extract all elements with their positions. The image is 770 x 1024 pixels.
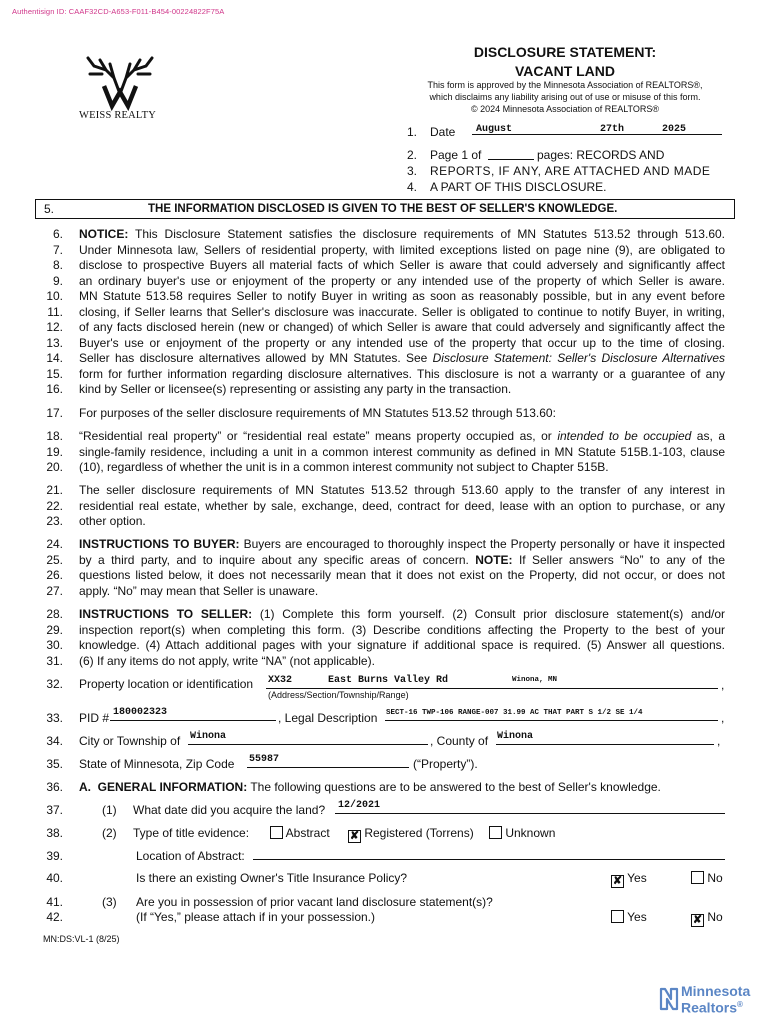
- body-line: [79, 406, 725, 420]
- line-number: 5.: [44, 202, 55, 216]
- line-number: 41.: [46, 895, 63, 909]
- form-title-line1: DISCLOSURE STATEMENT:: [473, 44, 657, 60]
- body-line: [79, 514, 725, 528]
- unknown-option[interactable]: [489, 826, 555, 842]
- date-month-value: August: [476, 124, 513, 135]
- line-number: 9.: [52, 274, 63, 288]
- body-text-span: an ordinary buyer's use or enjoyment of the property or any intended use of the property of which Seller is aware.: [79, 274, 725, 288]
- body-text-span: For purposes of the seller disclosure requirements of MN Statutes 513.52 through 513.60:: [79, 406, 556, 420]
- prior-disclosure-yes-checkbox[interactable]: [611, 910, 624, 923]
- city-label: City or Township of: [79, 734, 181, 748]
- section-a-text: The following questions are to be answered to the best of Seller's knowledge.: [247, 780, 661, 794]
- body-note: NOTE:: [475, 553, 513, 567]
- date-year-value: 2025: [662, 124, 687, 135]
- body-text-span: (6) If any items do not apply, write “NA” (not applicable).: [79, 654, 375, 668]
- unknown-option-label: Unknown: [505, 826, 556, 840]
- comma: ,: [721, 678, 725, 692]
- prior-disclosure-yes[interactable]: [611, 910, 647, 926]
- body-line: [79, 258, 725, 272]
- body-text-span: The seller disclosure requirements of MN Statutes 513.52 through 513.60 apply to the transfer of any interest in: [79, 483, 725, 497]
- body-line: [79, 553, 725, 567]
- property-term: (“Property”).: [413, 757, 478, 771]
- body-text-span: inspection report(s) when completing this form. (3) Describe conditions affecting the Property to the best of your: [79, 623, 725, 637]
- body-text-span: kind by Seller or licensee(s) representing or assisting any party in the transaction.: [79, 382, 512, 396]
- line-number: 30.: [46, 638, 63, 652]
- form-title-line2: VACANT LAND: [514, 63, 616, 79]
- line-number: 10.: [46, 289, 63, 303]
- body-line: [79, 289, 725, 303]
- line-number: 42.: [46, 910, 63, 924]
- no-label: No: [707, 871, 723, 885]
- envelope-id: Authentisign ID: CAAF32CD-A653-F011-B454-00224822F75A: [12, 7, 225, 16]
- property-location-field[interactable]: [266, 688, 718, 689]
- total-pages-field[interactable]: [488, 159, 534, 160]
- line-number: 16.: [46, 382, 63, 396]
- line-number: 7.: [52, 243, 63, 257]
- body-text-span: (10), regardless of whether the unit is in a common interest community not subject to Chapter 515B.: [79, 460, 609, 474]
- prior-disclosure-label: Are you in possession of prior vacant land disclosure statement(s)?: [136, 895, 493, 909]
- date-day-value: 27th: [600, 124, 625, 135]
- abstract-checkbox[interactable]: [270, 826, 283, 839]
- body-line: [79, 274, 725, 288]
- body-line: [79, 351, 725, 365]
- abstract-option[interactable]: [270, 826, 330, 842]
- disclosure-part-text: A PART OF THIS DISCLOSURE.: [430, 180, 607, 194]
- line-number: 34.: [46, 734, 63, 748]
- body-text-span: “Residential real property” or “residential real estate” means property occupied as, or: [79, 429, 558, 443]
- body-line: [79, 320, 725, 334]
- line-number: 4.: [407, 180, 418, 194]
- body-line: [79, 367, 725, 381]
- brand-line2: Realtors: [681, 999, 738, 1016]
- copyright-note: © 2024 Minnesota Association of REALTORS®: [470, 104, 660, 114]
- legal-description-value: SECT-16 TWP-106 RANGE-007 31.99 AC THAT PART S 1/2 SE 1/4: [386, 709, 643, 717]
- body-lead: INSTRUCTIONS TO SELLER:: [79, 607, 253, 621]
- line-number: 32.: [46, 677, 63, 691]
- body-line: [79, 638, 725, 652]
- body-text-span: other option.: [79, 514, 146, 528]
- body-text-span: (1) Complete this form yourself. (2) Consult prior disclosure statement(s) and/or: [252, 607, 725, 621]
- question-index: (3): [102, 895, 117, 909]
- body-line: [79, 382, 725, 396]
- body-line: [79, 243, 725, 257]
- line-number: 3.: [407, 164, 418, 178]
- question-index: (2): [102, 826, 117, 840]
- body-line: [79, 499, 725, 513]
- body-text-span: single-family residence, including a unit in a common interest community as defined in MN Statute 515B.1-103, clause: [79, 445, 725, 459]
- line-number: 28.: [46, 607, 63, 621]
- torrens-checkbox[interactable]: ✘: [349, 830, 360, 842]
- line-number: 35.: [46, 757, 63, 771]
- form-code: MN:DS:VL-1 (8/25): [43, 934, 120, 944]
- line-number: 19.: [46, 445, 63, 459]
- line-number: 24.: [46, 537, 63, 551]
- company-logo-text: WEISS REALTY: [79, 110, 156, 121]
- body-line: [79, 654, 725, 668]
- line-number: 8.: [52, 258, 63, 272]
- pid-value: 180002323: [113, 707, 168, 718]
- body-line: [79, 568, 725, 582]
- body-text-span: closing, if Seller learns that Seller's disclosure was inaccurate. Seller is obligated to continue to notify Buyer, in writing,: [79, 305, 725, 319]
- body-lead: NOTICE:: [79, 227, 129, 241]
- body-text-span: residential real estate, whether by sale, exchange, deed, contract for deed, lease with an option to purchase, or any: [79, 499, 725, 513]
- zip-field[interactable]: [247, 767, 409, 768]
- comma: ,: [721, 711, 725, 725]
- no-label: No: [707, 910, 723, 924]
- line-number: 29.: [46, 623, 63, 637]
- line-number: 40.: [46, 871, 63, 885]
- yes-label: Yes: [627, 871, 647, 885]
- body-line: [79, 483, 725, 497]
- property-location-value: XX32 East Burns Valley Rd: [268, 675, 449, 686]
- line-number: 26.: [46, 568, 63, 582]
- property-city-value: Winona, MN: [512, 676, 558, 684]
- body-text-span: by a third party, and to inquire about any specific areas of concern.: [79, 553, 476, 567]
- line-number: 37.: [46, 803, 63, 817]
- property-location-label: Property location or identification: [79, 677, 254, 691]
- body-italic: Disclosure Statement: Seller's Disclosure Alternatives: [432, 351, 725, 365]
- unknown-checkbox[interactable]: [489, 826, 502, 839]
- pid-field[interactable]: [110, 720, 276, 721]
- pages-records-text: pages: RECORDS AND: [537, 148, 665, 162]
- question-index: (1): [102, 803, 117, 817]
- prior-disclosure-no-checkbox[interactable]: ✘: [692, 914, 703, 926]
- body-line: [79, 429, 725, 443]
- minnesota-realtors-logo: [681, 984, 750, 1015]
- line-number: 23.: [46, 514, 63, 528]
- legal-description-label: , Legal Description: [278, 711, 378, 725]
- body-line: [79, 227, 725, 241]
- abstract-location-field[interactable]: [253, 859, 725, 860]
- line-number: 31.: [46, 654, 63, 668]
- body-line: [79, 537, 725, 551]
- body-line: [79, 336, 725, 350]
- state-zip-label: State of Minnesota, Zip Code: [79, 757, 235, 771]
- page-label: Page 1 of: [430, 148, 482, 162]
- body-text-span: MN Statute 513.58 requires Seller to notify Buyer in writing as soon as reasonably possible, but in any event before: [79, 289, 725, 303]
- line-number: 17.: [46, 406, 63, 420]
- body-text-span: form for further information regarding disclosure alternatives. This disclosure is not a warranty or a guarantee of any: [79, 367, 725, 381]
- body-lead: INSTRUCTIONS TO BUYER:: [79, 537, 240, 551]
- line-number: 14.: [46, 351, 63, 365]
- body-text-span: Buyers are encouraged to thoroughly inspect the Property personally or have it inspected: [239, 537, 725, 551]
- body-text-span: knowledge. (4) Attach additional pages with your signature if additional space is required. (5) Answer all questions.: [79, 638, 725, 652]
- knowledge-banner-text: THE INFORMATION DISCLOSED IS GIVEN TO THE BEST OF SELLER'S KNOWLEDGE.: [148, 203, 618, 215]
- torrens-option-label: Registered (Torrens): [364, 826, 474, 840]
- line-number: 13.: [46, 336, 63, 350]
- line-number: 27.: [46, 584, 63, 598]
- body-text-span: of any facts disclosed herein (new or changed) of which Seller is aware that could adversely and significantly affect the: [79, 320, 725, 334]
- body-text-span: Seller has disclosure alternatives allowed by MN Statutes. See: [79, 351, 433, 365]
- legal-description-field[interactable]: [385, 720, 718, 721]
- line-number: 20.: [46, 460, 63, 474]
- prior-disclosure-no[interactable]: [691, 910, 723, 927]
- line-number: 12.: [46, 320, 63, 334]
- line-number: 22.: [46, 499, 63, 513]
- title-insurance-yes[interactable]: [611, 871, 647, 888]
- body-line: [79, 305, 725, 319]
- reports-text: REPORTS, IF ANY, ARE ATTACHED AND MADE: [430, 164, 711, 178]
- acquire-date-field[interactable]: [335, 813, 725, 814]
- line-number: 18.: [46, 429, 63, 443]
- line-number: 39.: [46, 849, 63, 863]
- line-number: 15.: [46, 367, 63, 381]
- body-text-span: This Disclosure Statement satisfies the disclosure requirements of MN Statutes 513.52 through 513.60.: [128, 227, 725, 241]
- body-line: [79, 623, 725, 637]
- date-label: Date: [430, 125, 456, 139]
- zip-value: 55987: [249, 754, 280, 765]
- line-number: 33.: [46, 711, 63, 725]
- abstract-location-label: Location of Abstract:: [136, 849, 245, 863]
- body-tail: as, a: [691, 429, 725, 443]
- comma: ,: [717, 734, 721, 748]
- body-text-span: apply. “No” may mean that Seller is unaware.: [79, 584, 319, 598]
- prior-disclosure-hint: (If “Yes,” please attach if in your possession.): [136, 910, 376, 924]
- county-field[interactable]: [496, 744, 714, 745]
- body-line: [79, 607, 725, 621]
- body-line: [79, 460, 725, 474]
- approval-note-1: This form is approved by the Minnesota Association of REALTORS®,: [427, 80, 703, 90]
- title-insurance-no[interactable]: [691, 871, 723, 887]
- approval-note-2: which disclaims any liability arising out of use or misuse of this form.: [429, 92, 701, 102]
- line-number: 36.: [46, 780, 63, 794]
- body-italic: intended to be occupied: [557, 429, 692, 443]
- title-evidence-label: Type of title evidence:: [133, 826, 250, 840]
- section-a-heading: [79, 780, 661, 796]
- line-number: 21.: [46, 483, 63, 497]
- county-value: Winona: [497, 731, 534, 742]
- body-text-span: Under Minnesota law, Sellers of residential property, with limited exceptions listed on page nine (9), are obligated to: [79, 243, 725, 257]
- line-number: 25.: [46, 553, 63, 567]
- brand-line1: Minnesota: [681, 983, 751, 999]
- address-hint: (Address/Section/Township/Range): [268, 690, 409, 700]
- city-field[interactable]: [188, 744, 428, 745]
- acquire-date-value: 12/2021: [338, 800, 381, 811]
- line-number: 6.: [52, 227, 63, 241]
- title-insurance-yes-checkbox[interactable]: ✘: [612, 875, 623, 887]
- acquire-date-label: What date did you acquire the land?: [133, 803, 326, 817]
- body-text-span: disclose to prospective Buyers all material facts of which Seller is aware that could adversely and significantly affect: [79, 258, 725, 272]
- minnesota-realtors-icon: [659, 985, 679, 1011]
- line-number: 2.: [407, 148, 418, 162]
- body-text-span: questions listed below, it does not necessarily mean that it does not exist on the Property, did not occur, or does not: [79, 568, 725, 582]
- abstract-option-label: Abstract: [285, 826, 330, 840]
- body-line: [79, 445, 725, 459]
- pid-label: PID #: [79, 711, 110, 725]
- registered-mark: ®: [737, 1000, 743, 1009]
- body-text-span: Buyer's use or enjoyment of the property or any intended use of the property that occur up to the time of closing.: [79, 336, 725, 350]
- city-value: Winona: [190, 731, 227, 742]
- line-number: 11.: [47, 305, 63, 319]
- torrens-option[interactable]: [348, 826, 474, 843]
- body-tail: If Seller answers “No” to any of the: [512, 553, 725, 567]
- county-label: , County of: [430, 734, 489, 748]
- yes-label: Yes: [627, 910, 647, 924]
- line-number: 1.: [407, 125, 418, 139]
- body-line: [79, 584, 725, 598]
- line-number: 38.: [46, 826, 63, 840]
- title-insurance-no-checkbox[interactable]: [691, 871, 704, 884]
- section-a-lead: A. GENERAL INFORMATION:: [79, 780, 248, 794]
- title-insurance-label: Is there an existing Owner's Title Insurance Policy?: [136, 871, 408, 885]
